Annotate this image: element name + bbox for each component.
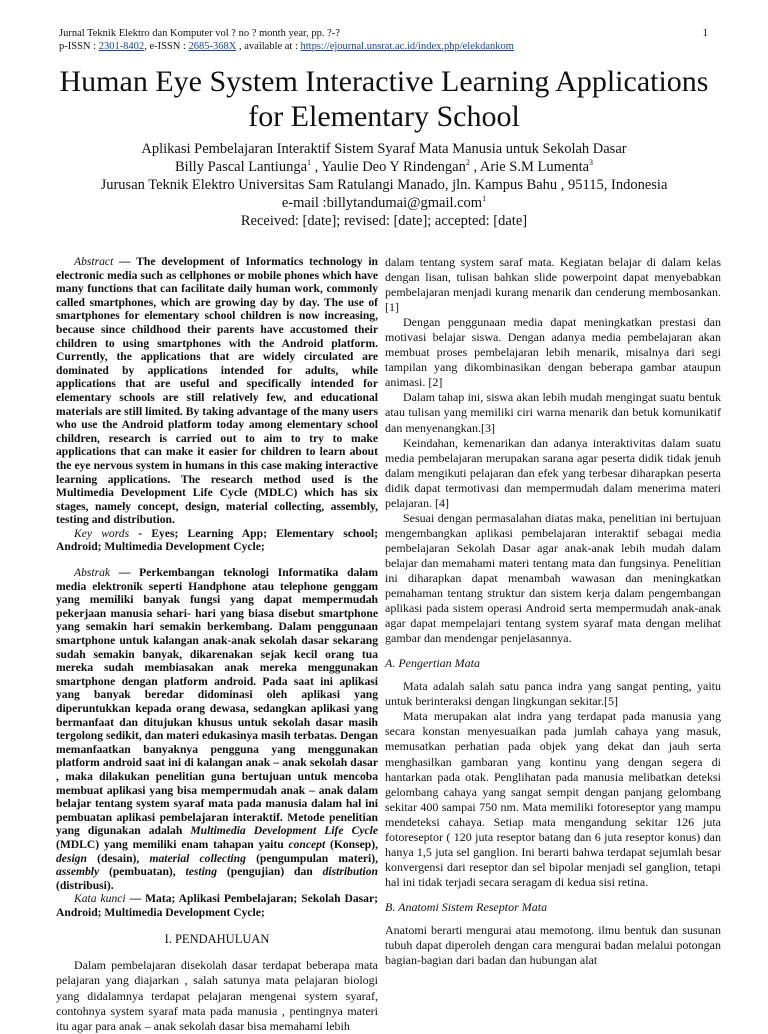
body-paragraph-5: Sesuai dengan permasalahan diatas maka, penelitian ini bertujuan mengembangkan aplikasi pembelajaran interaktif sebagai media pembelajaran Sekolah Dasar agar anak-anak lebih mudah dalam belajar dan memahami materi tentang mata dan fungsinya. Penelitian ini diharapkan dapat menambah wawasan dan meningkatkan pemahaman tentang struktur dan sistem kerja dalam pengembangan aplikasi pada sistem operasi Android serta mempermudah anak-anak agar dapat mempelajari tentang system syaraf mata dengan melihat gambar dan mendengar penjelasannya. xyxy=(385,510,721,646)
keywords-id: Kata kunci — Mata; Aplikasi Pembelajaran; Sekolah Dasar; Android; Multimedia Development Cycle; xyxy=(56,892,378,919)
subsection-heading-a: A. Pengertian Mata xyxy=(385,656,480,671)
body-paragraph-4: Keindahan, kemenarikan dan adanya interaktivitas dalam suatu media pembelajaran merupakan sarana agar peserta didik tidak jenuh dalam mengikuti pelajaran dan efek yang terbesar diharapkan peserta didik dapat termotivasi dan mempermudah dalam menerima materi pelajaran. [4] xyxy=(385,435,721,510)
section-heading-pendahuluan: I. PENDAHULUAN xyxy=(164,931,270,946)
body-paragraph-a1: Mata adalah salah satu panca indra yang sangat penting, yaitu untuk berinteraksi dengan lingkungan sekitar.[5] xyxy=(385,679,721,709)
journal-line: Jurnal Teknik Elektro dan Komputer vol ? no ? month year, pp. ?-? xyxy=(59,28,340,39)
intro-paragraph: Dalam pembelajaran disekolah dasar terdapat beberapa mata pelajaran yang diajarkan , salah satunya mata pelajaran biologi yang didalamnya terdapat pelajaran mengenai system syaraf, contohnya system syaraf mata pada manusia , pentingnya materi itu agar para anak – anak sekolah dasar bisa memahami lebih xyxy=(56,958,378,1033)
left-column xyxy=(56,255,378,1034)
abstract-id: Abstrak — Perkembangan teknologi Informatika dalam media elektronik seperti Handphone atau telephone genggam yang memiliki banyak fungsi yang dapat mempermudah pekerjaan manusia sehari- hari yang biasa disebut smartphone yang semakin hari semakin berkembang. Dalam penggunaan smartphone untuk kalangan anak-anak sekolah dasar sekarang sudah semakin banyak, dikarenakan sejak kecil orang tua mereka sudah membiasakan anak mereka menggunakan smartphone dengan platform android. Pada saat ini aplikasi yang banyak beredar didominasi oleh aplikasi yang diperuntukkan kepada orang dewasa, sedangkan aplikasi yang bermanfaat dan ditujukan khusus untuk sekolah dasar masih tergolong sedikit, dan materi edukasinya masih terbatas. Dengan memanfaatkan banyaknya pengguna yang menggunakan platform android saat ini di kalangan anak – anak sekolah dasar , maka dilakukan penelitian guna bertujuan untuk mencoba membuat aplikasi yang bisa mempermudah anak – anak dalam belajar tentang system syaraf mata pada manusia dalam hal ini pembuatan aplikasi pembelajaran interaktif. Metode penelitian yang digunakan adalah Multimedia Development Life Cycle (MDLC) yang memiliki enam tahapan yaitu concept (Konsep), design (desain), material collecting (pengumpulan materi), assembly (pembuatan), testing (pengujian) dan distribution (distribusi). xyxy=(56,566,378,892)
email-line: e-mail :billytandumai@gmail.com$^1$ xyxy=(281,194,487,211)
received-dates: Received: [date]; revised: [date]; accepted: [date] xyxy=(240,213,528,229)
running-header xyxy=(59,27,719,53)
pissn-link[interactable]: 2301-8402 xyxy=(98,41,145,52)
paper-title: Human Eye System Interactive Learning Applications for Elementary School xyxy=(59,65,709,133)
issn-line: p-ISSN : 2301-8402, e-ISSN : 2685-368X , available at : https://ejournal.unsrat.ac.id/index.php/elekdankom xyxy=(59,41,514,52)
body-paragraph-2: Dengan penggunaan media dapat meningkatkan prestasi dan motivasi belajar siswa. Dengan adanya media pembelajaran akan membuat proses pembelajaran lebih menarik, misalnya dari segi tampilan yang dikombinasikan dengan beberapa gambar ataupun animasi. [2] xyxy=(385,315,721,390)
body-paragraph-1: dalam tentang system saraf mata. Kegiatan belajar di dalam kelas dengan lisan, tulisan bahkan slide powerpoint dapat menyebabkan pembelajaran menjadi kurang menarik dan cenderung membosankan.[1] xyxy=(385,255,721,315)
abstract-en: Abstract — The development of Informatics technology in electronic media such as cellphones or mobile phones which have many functions that can facilitate daily human work, commonly called smartphones, which are growing day by day. The use of smartphones for elementary school children is now increasing, because since childhood their parents have accustomed their children to using smartphones with the Android platform. Currently, the applications that are widely circulated are dominated by applications intended for adults, while applications that are useful and specifically intended for elementary schools are still relatively few, and educational materials are still limited. By taking advantage of the many users who use the Android platform today among elementary school children, research is carried out to aim to try to make applications that can make it easier for children to learn about the eye nervous system in humans in this case making interactive learning applications. The research method used is the Multimedia Development Life Cycle (MDLC) which has six stages, namely concept, design, material collecting, assembly, testing and distribution. xyxy=(56,255,378,527)
subsection-heading-b: B. Anatomi Sistem Reseptor Mata xyxy=(385,899,548,914)
right-column xyxy=(385,255,721,968)
paper-subtitle: Aplikasi Pembelajaran Interaktif Sistem Syaraf Mata Manusia untuk Sekolah Dasar xyxy=(141,141,627,157)
body-paragraph-b1: Anatomi berarti mengurai atau memotong. ilmu bentuk dan susunan tubuh dapat diperoleh dengan cara mengurai badan melalui potongan bagian-bagian dari badan dan hubungan alat xyxy=(385,922,721,968)
body-paragraph-3: Dalam tahap ini, siswa akan lebih mudah mengingat suatu bentuk atau tulisan yang memiliki ciri warna menarik dan betuk komunikatif dan menyenangkan.[3] xyxy=(385,390,721,435)
affiliation: Jurusan Teknik Elektro Universitas Sam Ratulangi Manado, jln. Kampus Bahu , 95115, Indonesia xyxy=(100,177,668,193)
author-line: Billy Pascal Lantiunga$^1$ , Yaulie Deo Y Rindengan$^2$ , Arie S.M Lumenta$^3$ xyxy=(174,158,594,175)
journal-url-link[interactable]: https://ejournal.unsrat.ac.id/index.php/elekdankom xyxy=(300,41,514,52)
body-paragraph-a2: Mata merupakan alat indra yang terdapat pada manusia yang secara konstan menyesuaikan pada jumlah cahaya yang masuk, memusatkan perhatian pada objek yang dekat dan jauh serta menghasilkan gambaran yang kontinu yang dengan segera di hantarkan pada otak. Penglihatan pada manusia melibatkan deteksi gelombang cahaya yang sangat sempit dengan panjang gelombang sekitar 400 sampai 750 nm. Mata memiliki fotoreseptor yang mampu mendeteksi cahaya. Setiap mata mengandung sekitar 126 juta fotoreseptor ( 120 juta reseptor batang dan 6 juta reseptor konus) dan hanya 1,5 juta sel ganglion. Ini berarti bahwa terdapat sejumlah besar konvergensi dari reseptor dan sel bipolar menjadi sel ganglion, tetapi hal ini tidak terjadi secara seragam di kedua sisi retina. xyxy=(385,709,721,889)
keywords-en: Key words - Eyes; Learning App; Elementary school; Android; Multimedia Development Cycle; xyxy=(56,526,379,554)
eissn-link[interactable]: 2685-368X xyxy=(188,41,237,52)
title-block xyxy=(40,140,728,230)
page-number: 1 xyxy=(702,27,708,39)
